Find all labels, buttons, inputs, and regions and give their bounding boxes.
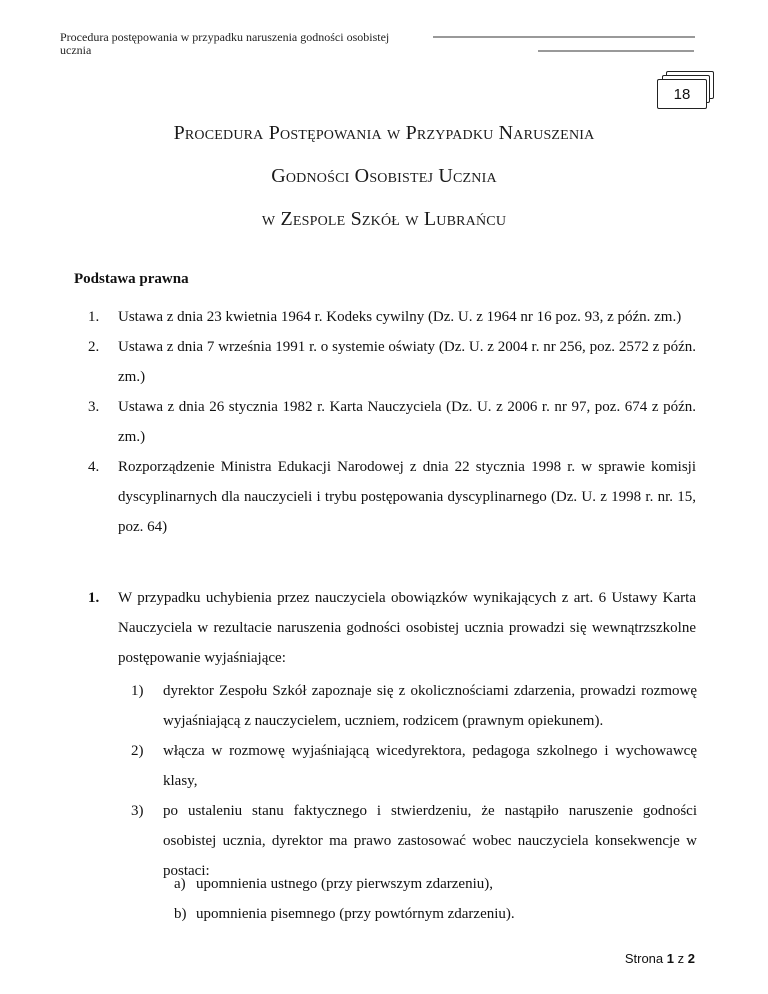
section-1-points [131,676,697,886]
header-rule-top [433,36,695,38]
badge-sheet-front [657,79,707,109]
list-item-text: po ustaleniu stanu faktycznego i stwierdzeniu, że nastąpiło naruszenie godności osobistej ucznia, dyrektor ma prawo zastosować wobec nauczyciela konsekwencje w postaci: [163,803,697,879]
list-item-number: 3) [131,803,144,819]
title-line-1: Procedura Postępowania w Przypadku Naruszenia [173,122,595,144]
page-number-badge [648,71,718,107]
title-line-2: Godności Osobistej Ucznia [271,165,497,187]
header-rule-bottom [538,50,694,52]
list-item-text: Ustawa z dnia 7 września 1991 r. o systemie oświaty (Dz. U. z 2004 r. nr 256, poz. 2572 z późn. zm.) [118,339,696,385]
list-item-letter: a) [174,876,186,892]
list-item [174,899,694,929]
list-item [174,869,694,899]
list-item-text: Ustawa z dnia 26 stycznia 1982 r. Karta Nauczyciela (Dz. U. z 2006 r. nr 97, poz. 674 z późn. zm.) [118,399,696,445]
list-item-number: 1. [88,309,100,325]
list-item-number: 2. [88,339,100,355]
footer-prefix: Strona [624,951,664,966]
section-1-paragraph [88,583,696,673]
consequences-list [174,869,694,929]
page-footer [625,951,695,966]
legal-basis-heading: Podstawa prawna [74,271,189,287]
running-header: Procedura postępowania w przypadku naruszenia godności osobistej ucznia [60,30,390,57]
list-item [131,676,697,736]
list-item [88,332,696,392]
list-item-text: upomnienia ustnego (przy pierwszym zdarzeniu), [196,876,493,892]
list-item-text: Rozporządzenie Ministra Edukacji Narodowej z dnia 22 stycznia 1998 r. w sprawie komisji dyscyplinarnych dla nauczycieli i trybu postępowania dyscyplinarnego (Dz. U. z 1998 r. nr. 15, poz. 64) [118,459,696,535]
list-item [88,452,696,542]
list-item-number: 2) [131,743,144,759]
section-number: 1. [88,590,100,606]
footer-total-pages: 2 [687,951,695,966]
list-item-number: 1) [131,683,144,699]
list-item-number: 4. [88,459,100,475]
list-item-text: dyrektor Zespołu Szkół zapoznaje się z okolicznościami zdarzenia, prowadzi rozmowę wyjaśniającą z nauczycielem, uczniem, rodzicem (prawnym opiekunem). [163,683,697,729]
list-item [88,392,696,452]
list-item-letter: b) [174,906,187,922]
title-line-3: w Zespole Szkół w Lubrańcu [261,208,507,230]
document-title [60,112,708,241]
list-item [88,302,696,332]
legal-basis-list [88,302,696,542]
list-item-text: upomnienia pisemnego (przy powtórnym zdarzeniu). [196,906,515,922]
badge-number: 18 [673,85,691,103]
list-item [131,736,697,796]
section-text: W przypadku uchybienia przez nauczyciela obowiązków wynikających z art. 6 Ustawy Karta Nauczyciela w rezultacie naruszenia godności osobistej ucznia prowadzi się wewnątrzszkolne postępowanie wyjaśniające: [118,590,696,666]
list-item-text: Ustawa z dnia 23 kwietnia 1964 r. Kodeks cywilny (Dz. U. z 1964 nr 16 poz. 93, z późn. zm.) [118,309,682,325]
footer-separator: z [677,951,685,966]
footer-current-page: 1 [666,951,675,966]
list-item-number: 3. [88,399,100,415]
list-item-text: włącza w rozmowę wyjaśniającą wicedyrektora, pedagoga szkolnego i wychowawcę klasy, [163,743,697,789]
